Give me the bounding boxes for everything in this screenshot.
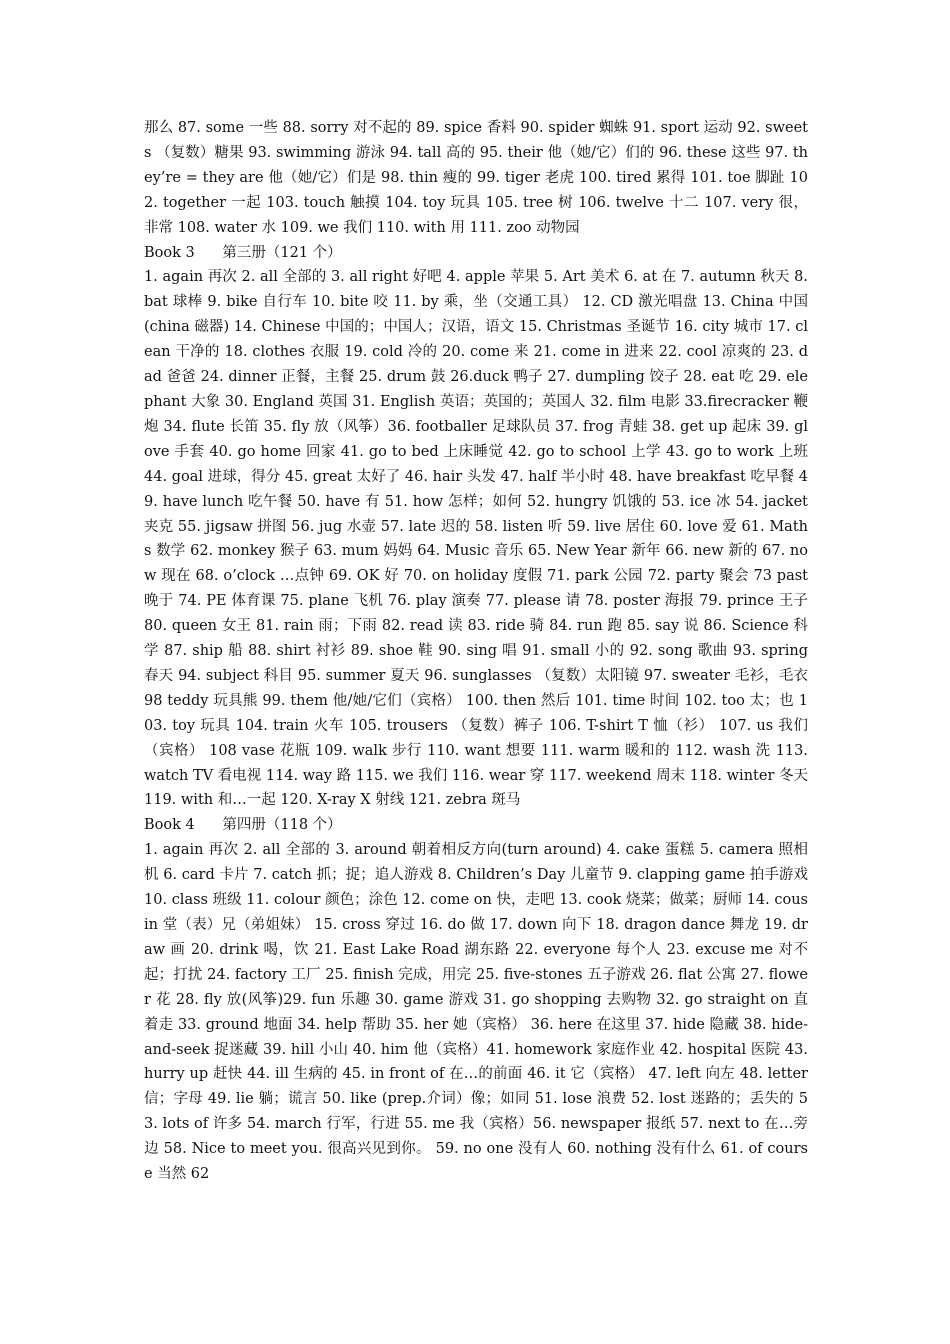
book3-vocabulary-list: 1. again 再次 2. all 全部的 3. all right 好吧 4. apple 苹果 5. Art 美术 6. at 在 7. autumn 秋天 8. bat 球棒 9. bike 自行车 10. bite 咬 11. by 乘，坐（交通工具） 12. CD 激光唱盘 13. China 中国 (china 磁器) 14. Chinese 中国的；中国人；汉语，语文 15. Christmas 圣诞节 16. city 城市 17. clean 干净的 18. clothes 衣服 19. cold 冷的 20. come 来 21. come in 进来 22. cool 凉爽的 23. dad 爸爸 24. dinner 正餐，主餐 25. drum 鼓 26.duck 鸭子 27. dumpling 饺子 28. eat 吃 29. elephant 大象 30. England 英国 31. English 英语；英国的；英国人 32. film 电影 33.firecracker 鞭炮 34. flute 长笛 35. fly 放（风筝）36. footballer 足球队员 37. frog 青蛙 38. get up 起床 39. glove 手套 40. go home 回家 41. go to bed 上床睡觉 42. go to school 上学 43. go to work 上班 44. goal 进球，得分 45. great 太好了 46. hair 头发 47. half 半小时 48. have breakfast 吃早餐 49. have lunch 吃午餐 50. have 有 51. how 怎样；如何 52. hungry 饥饿的 53. ice 冰 54. jacket 夹克 55. jigsaw 拼图 56. jug 水壶 57. late 迟的 58. listen 听 59. live 居住 60. love 爱 61. Maths 数学 62. monkey 猴子 63. mum 妈妈 64. Music 音乐 65. New Year 新年 66. new 新的 67. now 现在 68. o’clock …点钟 69. OK 好 70. on holiday 度假 71. park 公园 72. party 聚会 73 past 晚于 74. PE 体育课 75. plane 飞机 76. play 演奏 77. please 请 78. poster 海报 79. prince 王子 80. queen 女王 81. rain 雨；下雨 82. read 读 83. ride 骑 84. run 跑 85. say 说 86. Science 科学 87. ship 船 88. shirt 衬衫 89. shoe 鞋 90. sing 唱 91. small 小的 92. song 歌曲 93. spring 春天 94. subject 科目 95. summer 夏天 96. sunglasses （复数）太阳镜 97. sweater 毛衫，毛衣 98 teddy 玩具熊 99. them 他/她/它们（宾格） 100. then 然后 101. time 时间 102. too 太；也 103. toy 玩具 104. train 火车 105. trousers （复数）裤子 106. T-shirt T 恤（衫） 107. us 我们（宾格） 108 vase 花瓶 109. walk 步行 110. want 想要 111. warm 暖和的 112. wash 洗 113. watch TV 看电视 114. way 路 115. we 我们 116. wear 穿 117. weekend 周末 118. winter 冬天 119. with 和…一起 120. X-ray X 射线 121. zebra 斑马 [144, 269, 808, 809]
book2-vocabulary-continuation: 那么 87. some 一些 88. sorry 对不起的 89. spice 香料 90. spider 蜘蛛 91. sport 运动 92. sweets （复数）糖果 93. swimming 游泳 94. tall 高的 95. their 他（她/它）们的 96. these 这些 97. they’re = they are 他（她/它）们是 98. thin 瘦的 99. tiger 老虎 100. tired 累得 101. toe 脚趾 102. together 一起 103. touch 触摸 104. toy 玩具 105. tree 树 106. twelve 十二 107. very 很，非常 108. water 水 109. we 我们 110. with 用 111. zoo 动物园 [144, 120, 808, 236]
book4-vocabulary-list: 1. again 再次 2. all 全部的 3. around 朝着相反方向(turn around) 4. cake 蛋糕 5. camera 照相机 6. card 卡片 7. catch 抓；捉；追人游戏 8. Children’s Day 儿童节 9. clapping game 拍手游戏 10. class 班级 11. colour 颜色；涂色 12. come on 快，走吧 13. cook 烧菜；做菜；厨师 14. cousin 堂（表）兄（弟姐妹） 15. cross 穿过 16. do 做 17. down 向下 18. dragon dance 舞龙 19. draw 画 20. drink 喝，饮 21. East Lake Road 湖东路 22. everyone 每个人 23. excuse me 对不起；打扰 24. factory 工厂 25. finish 完成，用完 25. five-stones 五子游戏 26. flat 公寓 27. flower 花 28. fly 放(风筝)29. fun 乐趣 30. game 游戏 31. go shopping 去购物 32. go straight on 直着走 33. ground 地面 34. help 帮助 35. her 她（宾格） 36. here 在这里 37. hide 隐藏 38. hide-and-seek 捉迷藏 39. hill 小山 40. him 他（宾格）41. homework 家庭作业 42. hospital 医院 43. hurry up 赶快 44. ill 生病的 45. in front of 在…的前面 46. it 它（宾格） 47. left 向左 48. letter 信；字母 49. lie 躺；谎言 50. like (prep.介词）像；如同 51. lose 浪费 52. lost 迷路的；丢失的 53. lots of 许多 54. march 行军，行进 55. me 我（宾格）56. newspaper 报纸 57. next to 在…旁边 58. Nice to meet you. 很高兴见到你。 59. no one 没有人 60. nothing 没有什么 61. of course 当然 62 [144, 842, 808, 1183]
document-page [144, 116, 808, 1187]
book4-heading: Book 4 第四册（118 个） [144, 817, 342, 834]
book3-heading: Book 3 第三册（121 个） [144, 244, 342, 261]
